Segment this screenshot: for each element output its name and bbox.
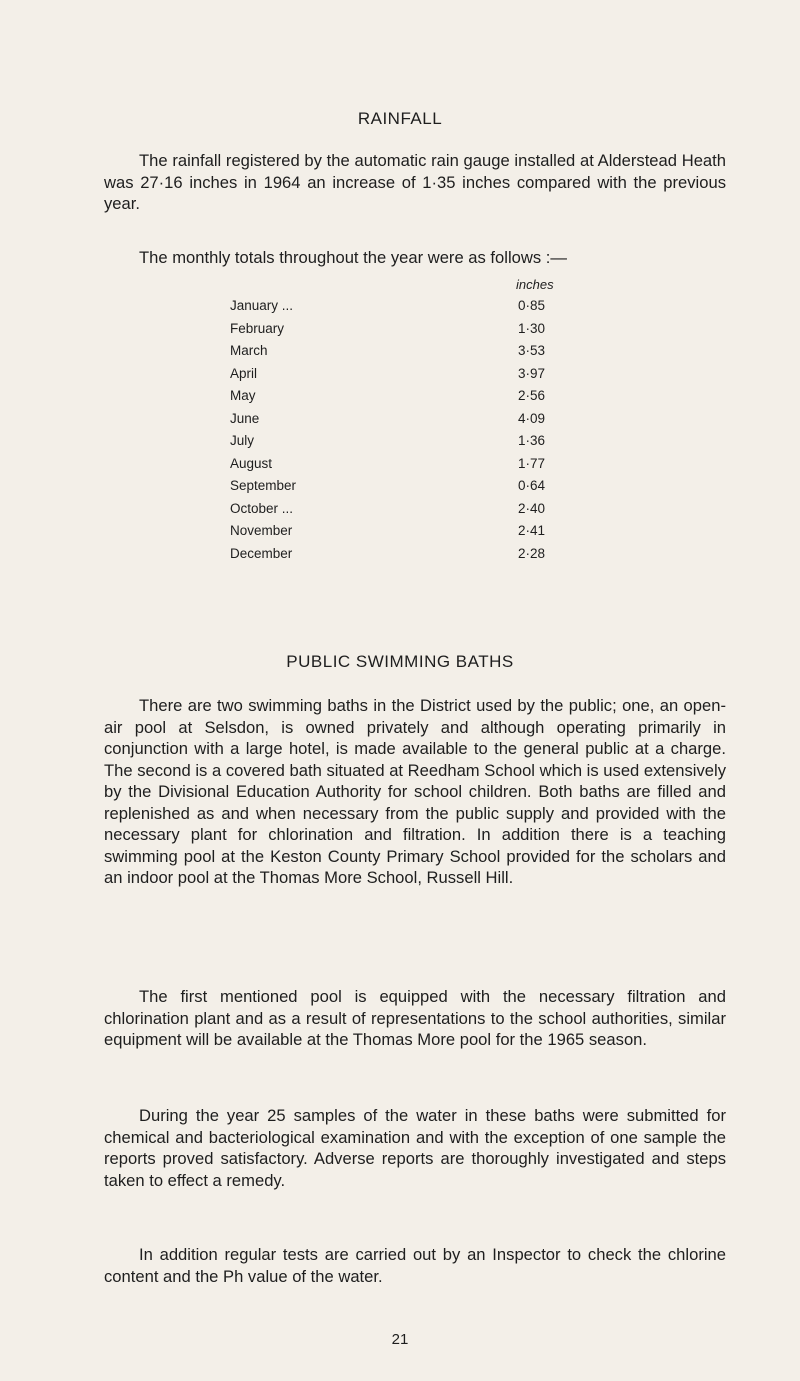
unit-label: inches [516,277,554,292]
month-label: June [230,410,260,426]
rainfall-value: 2·40 [518,500,546,516]
baths-paragraph-2: The first mentioned pool is equipped with the necessary filtration and chlorination plant and as a result of representations to the school authorities, similar equipment will be available at the Thomas More pool for the 1965 season. [104,987,726,1049]
rainfall-value: 2·28 [518,545,546,561]
month-label: November [230,523,293,538]
page-number: 21 [391,1331,409,1348]
rainfall-value: 3·53 [518,343,546,358]
month-label: October ... [230,500,294,516]
rainfall-value: 1·36 [518,433,546,448]
rainfall-value: 3·97 [518,365,546,381]
rainfall-intro-paragraph: The rainfall registered by the automatic rain gauge installed at Alderstead Heath was 27·16 inches in 1964 an increase of 1·35 inches compared with the previous year. [104,151,726,213]
table-row [218,456,598,479]
unit-header-row [218,277,598,298]
month-label: July [230,433,255,448]
rainfall-value: 1·77 [518,455,546,471]
rainfall-value: 0·64 [518,478,546,493]
baths-paragraph-4: In addition regular tests are carried out by an Inspector to check the chlorine content and the Ph value of the water. [104,1245,726,1286]
month-label: February [230,320,285,336]
table-row [218,343,598,366]
table-row [218,546,598,569]
month-label: March [230,343,268,358]
table-row [218,321,598,344]
swimming-baths-heading: PUBLIC SWIMMING BATHS [286,652,514,671]
month-label: May [230,388,256,403]
table-row [218,411,598,434]
monthly-rainfall-table [218,277,598,568]
month-label: August [230,455,273,471]
rainfall-lead-paragraph: The monthly totals throughout the year were as follows :— [139,248,567,267]
rainfall-value: 2·41 [518,523,546,538]
table-row [218,523,598,546]
baths-paragraph-3: During the year 25 samples of the water in these baths were submitted for chemical and bacteriological examination and with the exception of one sample the reports proved satisfactory. Adverse reports are thoroughly investigated and steps taken to effect a remedy. [104,1106,726,1190]
rainfall-value: 2·56 [518,388,546,403]
table-row [218,478,598,501]
month-label: December [230,545,293,561]
month-label: January ... [230,298,294,313]
table-row [218,366,598,389]
baths-paragraph-1: There are two swimming baths in the District used by the public; one, an open-air pool at Selsdon, is owned privately and although operating primarily in conjunction with a large hotel, is made available to the general public at a charge. The second is a covered bath situated at Reedham School which is used extensively by the Divisional Education Authority for school children. Both baths are filled and replenished as and when necessary from the public supply and provided with the necessary plant for chlorination and filtration. In addition there is a teaching swimming pool at the Keston County Primary School provided for the scholars and an indoor pool at the Thomas More School, Russell Hill. [104,696,726,887]
rainfall-value: 0·85 [518,298,546,313]
month-label: September [230,478,297,493]
month-label: April [230,365,258,381]
table-row [218,298,598,321]
rainfall-heading: RAINFALL [357,109,443,128]
table-row [218,433,598,456]
rainfall-value: 1·30 [518,320,546,336]
table-row [218,501,598,524]
rainfall-value: 4·09 [518,410,546,426]
table-row [218,388,598,411]
